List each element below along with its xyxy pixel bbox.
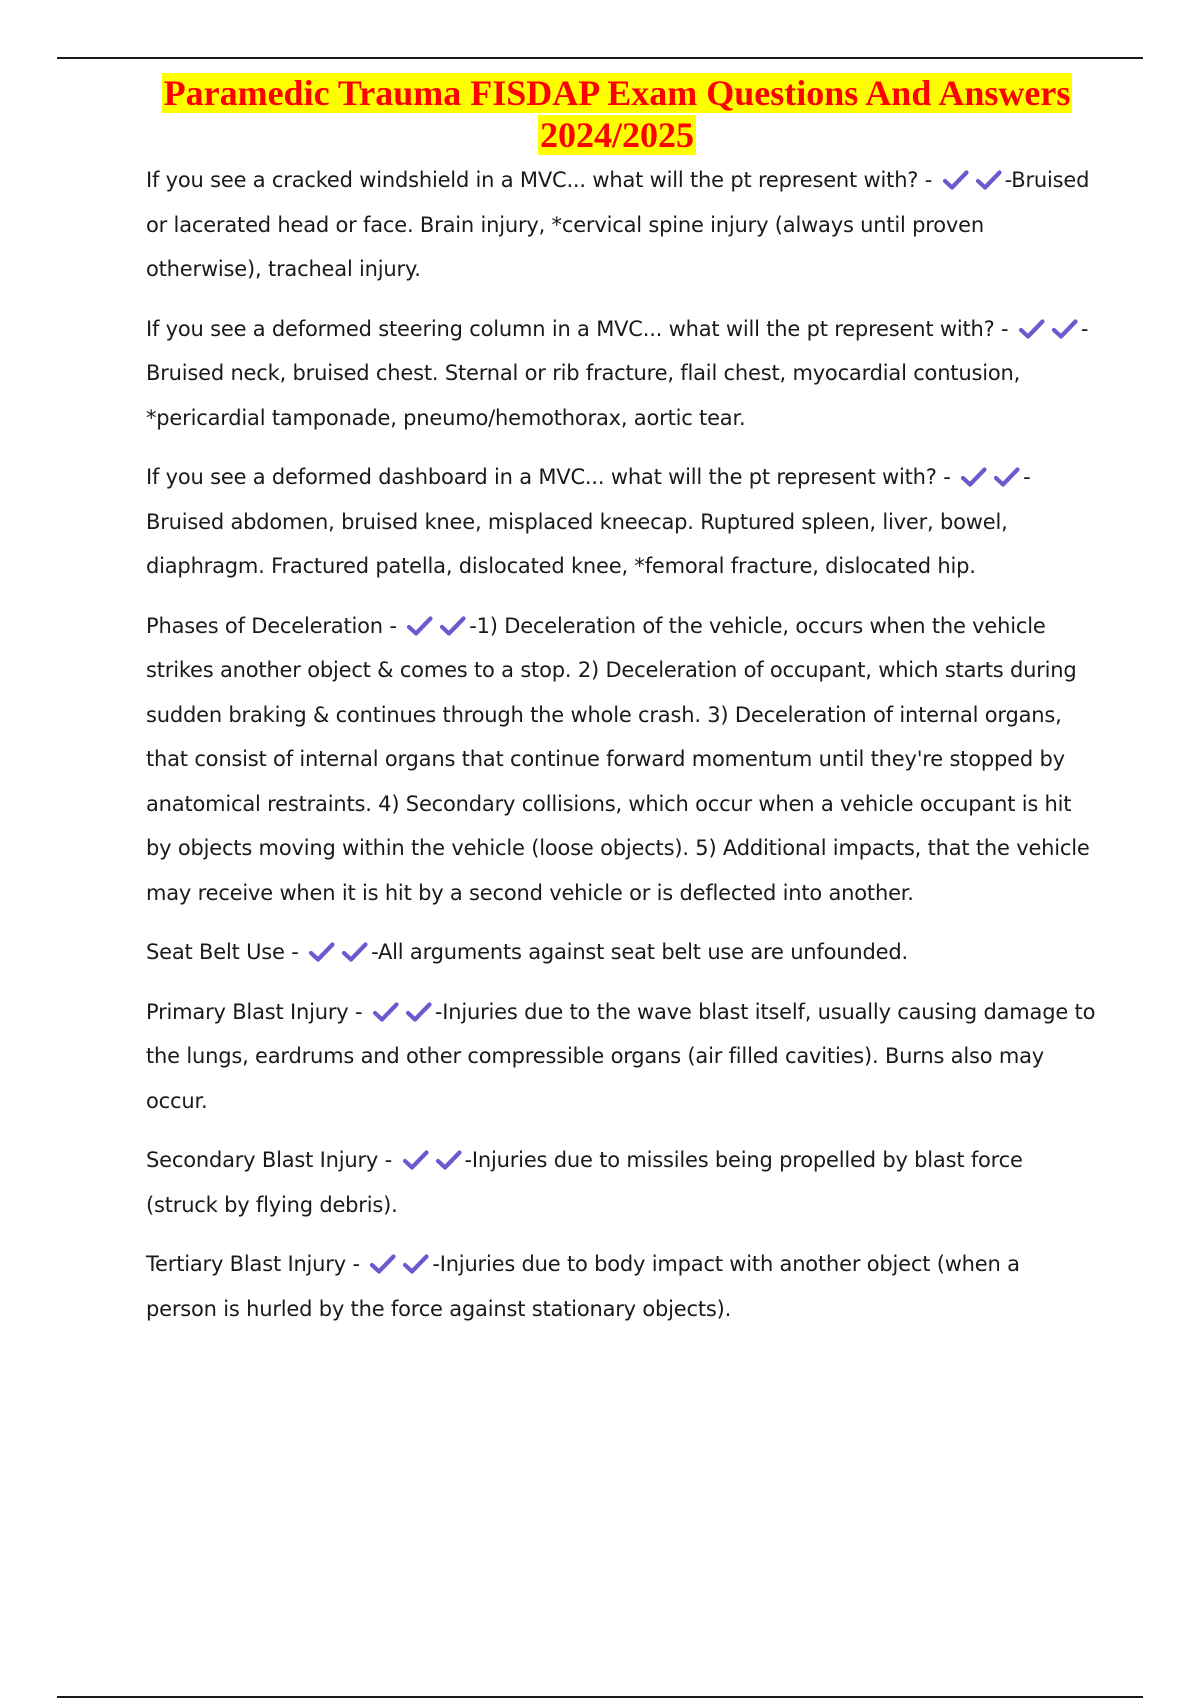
question-text: Secondary Blast Injury	[146, 1148, 379, 1172]
check-icon	[405, 1002, 432, 1022]
check-icon	[960, 467, 987, 487]
answer-separator: -	[434, 999, 443, 1024]
question-text: Primary Blast Injury	[146, 999, 349, 1024]
check-icon	[439, 616, 466, 636]
question-text: If you see a deformed steering column in a MVC... what will the pt represent with?	[146, 316, 995, 341]
question-separator: -	[348, 999, 369, 1024]
check-icon	[435, 1150, 462, 1170]
answer-separator: -	[469, 613, 477, 638]
answer-text: Bruised neck, bruised chest. Sternal or rib fracture, flail chest, myocardial contusion, *pericardial tamponade, pneumo/hemothorax, aortic tear.	[146, 361, 1021, 430]
answer-text: Injuries due to body impact with another object (when a person is hurled by the force against stationary objects).	[146, 1252, 1020, 1321]
qa-item	[146, 990, 1096, 1124]
answer-separator: -	[1023, 465, 1030, 489]
check-icon	[372, 1002, 399, 1022]
check-icon	[1051, 319, 1078, 339]
qa-item	[146, 158, 1096, 292]
answer-text: Injuries due to the wave blast itself, usually causing damage to the lungs, eardrums and other compressible organs (air filled cavities). Burns also may occur.	[146, 999, 1096, 1113]
qa-item	[146, 1138, 1096, 1227]
answer-separator: -	[1004, 168, 1012, 192]
answer-separator: -	[1080, 316, 1088, 341]
qa-item	[146, 604, 1096, 916]
title-line-1: Paramedic Trauma FISDAP Exam Questions And Answers	[163, 73, 1071, 113]
check-icon	[341, 942, 368, 962]
check-icon	[942, 170, 969, 190]
check-icon	[402, 1254, 429, 1274]
answer-separator: -	[464, 1148, 472, 1172]
check-icon	[369, 1254, 396, 1274]
question-separator: -	[345, 1252, 367, 1276]
question-separator: -	[284, 940, 306, 964]
question-separator: -	[378, 1148, 399, 1172]
qa-item	[146, 1242, 1096, 1331]
top-divider	[57, 57, 1143, 59]
answer-separator: -	[371, 940, 378, 964]
question-separator: -	[382, 613, 404, 638]
qa-item	[146, 455, 1096, 589]
title-line-2: 2024/2025	[539, 115, 694, 155]
answer-text: All arguments against seat belt use are unfounded.	[378, 940, 908, 964]
check-icon	[308, 942, 335, 962]
question-separator: -	[918, 168, 939, 192]
check-icon	[406, 616, 433, 636]
question-text: If you see a deformed dashboard in a MVC... what will the pt represent with?	[146, 465, 937, 489]
bottom-divider	[57, 1696, 1143, 1698]
answer-text: Injuries due to missiles being propelled by blast force (struck by flying debris).	[146, 1148, 1023, 1217]
answer-separator: -	[432, 1252, 440, 1276]
check-icon	[402, 1150, 429, 1170]
question-text: Tertiary Blast Injury	[146, 1252, 346, 1276]
answer-text: 1) Deceleration of the vehicle, occurs when the vehicle strikes another object & comes to a stop. 2) Deceleration of occupant, which starts during sudden braking & continues through the whole crash. 3) Deceleration of internal organs, that consist of internal organs that continue forward momentum until they're stopped by anatomical restraints. 4) Secondary collisions, which occur when a vehicle occupant is hit by objects moving within the vehicle (loose objects). 5) Additional impacts, that the vehicle may receive when it is hit by a second vehicle or is deflected into another.	[146, 613, 1090, 905]
question-separator: -	[936, 465, 958, 489]
page-title	[146, 72, 1088, 156]
qa-item	[146, 307, 1096, 441]
question-text: If you see a cracked windshield in a MVC... what will the pt represent with?	[146, 168, 919, 192]
check-icon	[975, 170, 1002, 190]
check-icon	[993, 467, 1020, 487]
check-icon	[1018, 319, 1045, 339]
qa-item	[146, 930, 1096, 975]
title-highlight	[162, 73, 1073, 155]
answer-text: Bruised abdomen, bruised knee, misplaced kneecap. Ruptured spleen, liver, bowel, diaphragm. Fractured patella, dislocated knee, *femoral fracture, dislocated hip.	[146, 509, 1008, 578]
answer-text: Bruised or lacerated head or face. Brain injury, *cervical spine injury (always until proven otherwise), tracheal injury.	[146, 168, 1090, 281]
qa-list	[146, 158, 1096, 1346]
question-separator: -	[994, 316, 1015, 341]
question-text: Seat Belt Use	[146, 940, 285, 964]
question-text: Phases of Deceleration	[146, 613, 383, 638]
